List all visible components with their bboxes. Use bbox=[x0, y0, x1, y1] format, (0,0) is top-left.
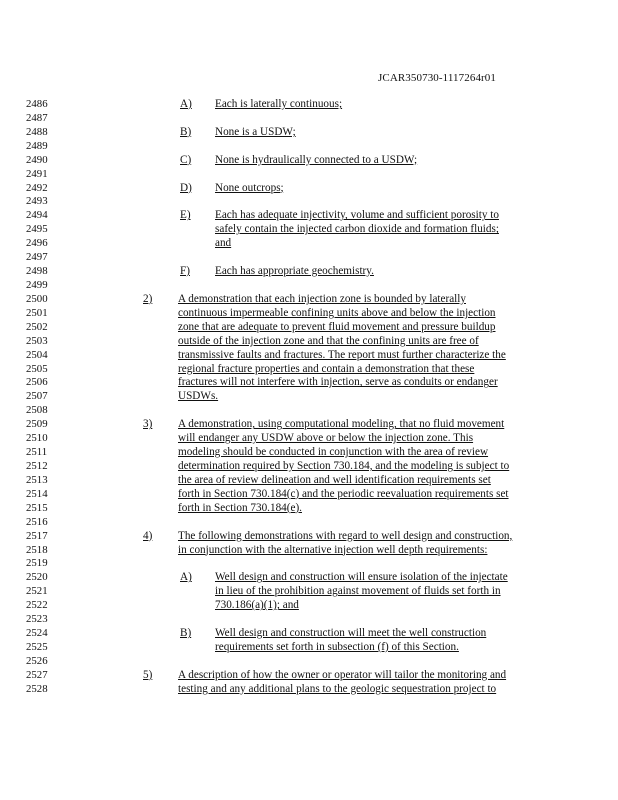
line-text: None is hydraulically connected to a USDW; bbox=[215, 153, 418, 166]
list-marker: 5) bbox=[143, 668, 153, 681]
document-line bbox=[0, 683, 618, 697]
line-number: 2521 bbox=[26, 585, 48, 598]
line-number: 2519 bbox=[26, 557, 48, 570]
line-text: Well design and construction will ensure isolation of the injectate bbox=[215, 571, 508, 584]
line-text: Each has adequate injectivity, volume and sufficient porosity to bbox=[215, 209, 499, 222]
document-line bbox=[0, 279, 618, 293]
line-number: 2504 bbox=[26, 348, 48, 361]
line-number: 2508 bbox=[26, 404, 48, 417]
line-text: in lieu of the prohibition against movement of fluids set forth in bbox=[215, 585, 501, 598]
document-line bbox=[0, 544, 618, 558]
list-marker: D) bbox=[180, 181, 192, 194]
document-line bbox=[0, 627, 618, 641]
line-number: 2525 bbox=[26, 640, 48, 653]
document-id-header: JCAR350730-1117264r01 bbox=[378, 72, 497, 84]
document-line bbox=[0, 140, 618, 154]
document-line bbox=[0, 363, 618, 377]
line-number: 2510 bbox=[26, 432, 48, 445]
line-number: 2501 bbox=[26, 306, 48, 319]
line-number: 2495 bbox=[26, 223, 48, 236]
document-line bbox=[0, 460, 618, 474]
document-line bbox=[0, 432, 618, 446]
document-line bbox=[0, 307, 618, 321]
list-marker: 2) bbox=[143, 292, 153, 305]
document-line bbox=[0, 237, 618, 251]
document-line bbox=[0, 376, 618, 390]
line-text: zone that are adequate to prevent fluid movement and pressure buildup bbox=[178, 320, 496, 333]
document-line bbox=[0, 404, 618, 418]
line-text: None is a USDW; bbox=[215, 125, 296, 138]
line-text: fractures will not interfere with injection, serve as conduits or endanger bbox=[178, 376, 498, 389]
line-number: 2500 bbox=[26, 292, 48, 305]
line-text: will endanger any USDW above or below the injection zone. This bbox=[178, 432, 474, 445]
line-number: 2496 bbox=[26, 237, 48, 250]
document-line bbox=[0, 641, 618, 655]
line-text: requirements set forth in subsection (f) of this Section. bbox=[215, 640, 459, 653]
line-number: 2520 bbox=[26, 571, 48, 584]
line-number: 2517 bbox=[26, 529, 48, 542]
document-line bbox=[0, 209, 618, 223]
line-text: The following demonstrations with regard to well design and construction, bbox=[178, 529, 513, 542]
line-number: 2515 bbox=[26, 501, 48, 514]
list-marker: E) bbox=[180, 209, 191, 222]
line-text: A description of how the owner or operator will tailor the monitoring and bbox=[178, 668, 507, 681]
document-line bbox=[0, 223, 618, 237]
line-number: 2506 bbox=[26, 376, 48, 389]
line-number: 2522 bbox=[26, 599, 48, 612]
line-number: 2503 bbox=[26, 334, 48, 347]
line-number: 2486 bbox=[26, 98, 48, 110]
document-line bbox=[0, 488, 618, 502]
line-text: testing and any additional plans to the geologic sequestration project to bbox=[178, 682, 497, 695]
document-line bbox=[0, 418, 618, 432]
document-line bbox=[0, 613, 618, 627]
line-text: in conjunction with the alternative injection well depth requirements: bbox=[178, 543, 488, 556]
document-line bbox=[0, 195, 618, 209]
line-number: 2502 bbox=[26, 320, 48, 333]
line-text: safely contain the injected carbon dioxide and formation fluids; bbox=[215, 223, 499, 236]
document-line bbox=[0, 446, 618, 460]
document-line bbox=[0, 502, 618, 516]
document-line bbox=[0, 474, 618, 488]
line-number: 2493 bbox=[26, 195, 48, 208]
document-line bbox=[0, 669, 618, 683]
line-text: continuous impermeable confining units above and below the injection bbox=[178, 306, 496, 319]
document-line bbox=[0, 126, 618, 140]
document-line bbox=[0, 321, 618, 335]
list-marker: 3) bbox=[143, 418, 153, 431]
line-number: 2487 bbox=[26, 111, 48, 124]
document-line bbox=[0, 585, 618, 599]
document-line bbox=[0, 655, 618, 669]
document-line bbox=[0, 251, 618, 265]
document-line bbox=[0, 112, 618, 126]
line-number: 2505 bbox=[26, 362, 48, 375]
document-line bbox=[0, 516, 618, 530]
line-text: the area of review delineation and well identification requirements set bbox=[178, 473, 491, 486]
line-number: 2526 bbox=[26, 654, 48, 667]
line-text: USDWs. bbox=[178, 390, 219, 403]
document-line bbox=[0, 293, 618, 307]
line-number: 2528 bbox=[26, 682, 48, 695]
line-text: transmissive faults and fractures. The report must further characterize the bbox=[178, 348, 506, 361]
line-text: A demonstration that each injection zone is bounded by laterally bbox=[178, 292, 466, 305]
line-text: outside of the injection zone and that the confining units are free of bbox=[178, 334, 479, 347]
line-number: 2511 bbox=[26, 446, 48, 459]
line-text: Well design and construction will meet the well construction bbox=[215, 627, 487, 640]
line-number: 2499 bbox=[26, 278, 48, 291]
line-text: None outcrops; bbox=[215, 181, 284, 194]
list-marker: F) bbox=[180, 265, 190, 278]
document-line bbox=[0, 349, 618, 363]
line-number: 2513 bbox=[26, 473, 48, 486]
line-text: modeling should be conducted in conjunction with the area of review bbox=[178, 446, 489, 459]
line-number: 2514 bbox=[26, 487, 48, 500]
list-marker: 4) bbox=[143, 529, 153, 542]
document-line bbox=[0, 571, 618, 585]
list-marker: B) bbox=[180, 627, 192, 640]
line-number: 2497 bbox=[26, 251, 48, 264]
line-text: 730.186(a)(1); and bbox=[215, 599, 299, 612]
document-line bbox=[0, 599, 618, 613]
line-number: 2498 bbox=[26, 265, 48, 278]
document-line bbox=[0, 335, 618, 349]
list-marker: A) bbox=[180, 98, 192, 110]
line-text: regional fracture properties and contain a demonstration that these bbox=[178, 362, 475, 375]
line-number: 2523 bbox=[26, 613, 48, 626]
document-line bbox=[0, 154, 618, 168]
line-number: 2491 bbox=[26, 167, 48, 180]
line-text: A demonstration, using computational modeling, that no fluid movement bbox=[178, 418, 505, 431]
list-marker: B) bbox=[180, 125, 192, 138]
line-number: 2518 bbox=[26, 543, 48, 556]
line-number: 2527 bbox=[26, 668, 48, 681]
line-text: Each is laterally continuous; bbox=[215, 98, 343, 110]
line-text: determination required by Section 730.184, and the modeling is subject to bbox=[178, 459, 510, 472]
list-marker: A) bbox=[180, 571, 192, 584]
line-number: 2492 bbox=[26, 181, 48, 194]
line-number: 2524 bbox=[26, 627, 48, 640]
document-line bbox=[0, 98, 618, 112]
document-line bbox=[0, 530, 618, 544]
line-number: 2488 bbox=[26, 125, 48, 138]
document-line bbox=[0, 390, 618, 404]
line-text: and bbox=[215, 237, 232, 250]
line-number: 2516 bbox=[26, 515, 48, 528]
document-line bbox=[0, 168, 618, 182]
line-text: Each has appropriate geochemistry. bbox=[215, 265, 374, 278]
list-marker: C) bbox=[180, 153, 192, 166]
line-number: 2509 bbox=[26, 418, 48, 431]
line-number: 2494 bbox=[26, 209, 48, 222]
line-number: 2490 bbox=[26, 153, 48, 166]
line-number: 2507 bbox=[26, 390, 48, 403]
line-number: 2489 bbox=[26, 139, 48, 152]
document-line bbox=[0, 265, 618, 279]
line-number: 2512 bbox=[26, 459, 48, 472]
document-body bbox=[0, 98, 618, 697]
document-line bbox=[0, 557, 618, 571]
line-text: forth in Section 730.184(e). bbox=[178, 501, 302, 514]
document-line bbox=[0, 182, 618, 196]
line-text: forth in Section 730.184(c) and the periodic reevaluation requirements set bbox=[178, 487, 509, 500]
